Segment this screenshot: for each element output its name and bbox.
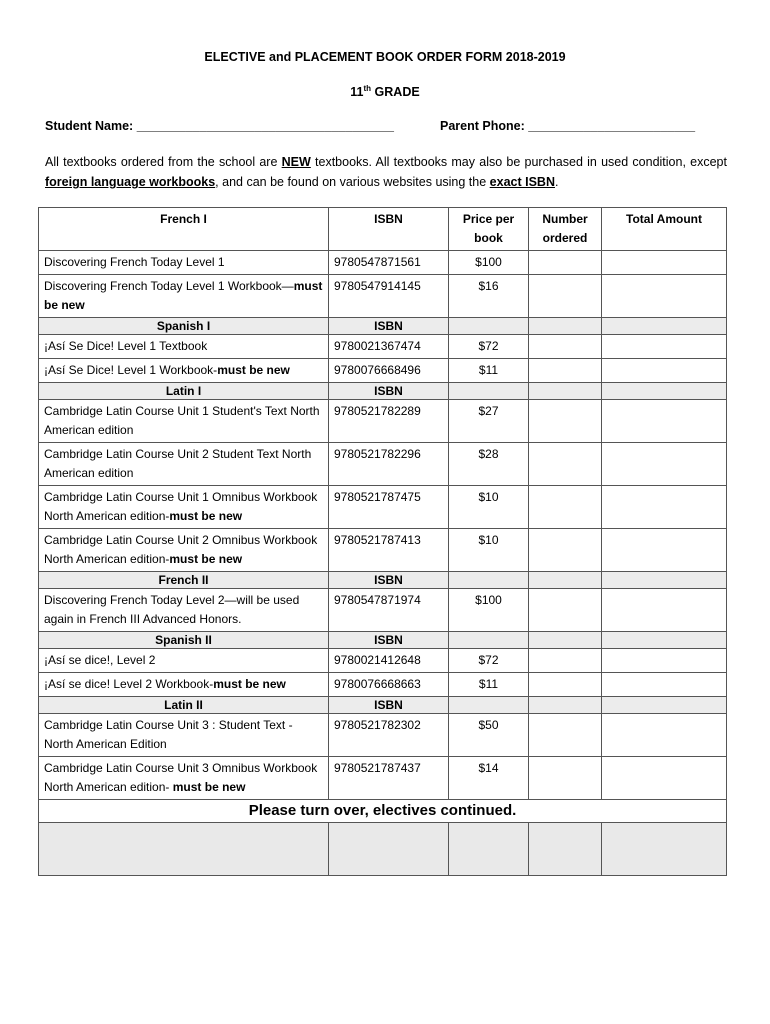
number-ordered-cell[interactable] bbox=[529, 673, 602, 697]
form-title: ELECTIVE and PLACEMENT BOOK ORDER FORM 2018-2019 bbox=[204, 50, 566, 64]
book-isbn: 9780521782302 bbox=[329, 714, 449, 757]
book-title-text: ¡Así se dice!, Level 2 bbox=[44, 653, 156, 667]
book-price: $100 bbox=[449, 589, 529, 632]
book-title-text: ¡Así se dice! Level 2 Workbook- bbox=[44, 677, 214, 691]
student-name-label: Student Name: bbox=[45, 119, 134, 133]
book-isbn: 9780547871974 bbox=[329, 589, 449, 632]
section-title: Latin II bbox=[39, 697, 329, 714]
must-be-new-note: must be new bbox=[169, 509, 243, 523]
grade-heading: 11th GRADE bbox=[350, 84, 420, 100]
book-title bbox=[39, 400, 329, 443]
turn-over-note: Please turn over, electives continued. bbox=[39, 800, 727, 823]
book-price: $27 bbox=[449, 400, 529, 443]
section-blank-cell bbox=[529, 632, 602, 649]
blank-row bbox=[39, 823, 727, 876]
total-amount-cell[interactable] bbox=[602, 649, 727, 673]
section-header-row bbox=[39, 632, 727, 649]
total-amount-cell[interactable] bbox=[602, 400, 727, 443]
book-isbn: 9780021412648 bbox=[329, 649, 449, 673]
book-row bbox=[39, 649, 727, 673]
number-ordered-cell[interactable] bbox=[529, 757, 602, 800]
book-isbn: 9780521782296 bbox=[329, 443, 449, 486]
section-blank-cell bbox=[449, 632, 529, 649]
book-title-text: ¡Así Se Dice! Level 1 Workbook- bbox=[44, 363, 218, 377]
book-order-table bbox=[38, 207, 727, 876]
book-title bbox=[39, 714, 329, 757]
student-name-field[interactable]: _____________________________________ bbox=[136, 119, 394, 133]
must-be-new-note: must be new bbox=[169, 552, 243, 566]
book-isbn: 9780076668663 bbox=[329, 673, 449, 697]
book-title bbox=[39, 486, 329, 529]
table-header-row bbox=[39, 208, 727, 251]
parent-phone-label: Parent Phone: bbox=[440, 119, 525, 133]
book-row bbox=[39, 275, 727, 318]
book-isbn: 9780521787413 bbox=[329, 529, 449, 572]
book-row bbox=[39, 400, 727, 443]
col-header-total: Total Amount bbox=[602, 208, 727, 251]
book-price: $11 bbox=[449, 359, 529, 383]
book-title bbox=[39, 251, 329, 275]
section-isbn-label: ISBN bbox=[329, 318, 449, 335]
name-phone-line bbox=[45, 119, 727, 133]
book-title-text: Cambridge Latin Course Unit 2 Student Text North American edition bbox=[44, 447, 312, 480]
col-header-number: Number ordered bbox=[529, 208, 602, 251]
section-isbn-label: ISBN bbox=[329, 697, 449, 714]
must-be-new-note: must be new bbox=[172, 780, 246, 794]
blank-cell[interactable] bbox=[449, 823, 529, 876]
total-amount-cell[interactable] bbox=[602, 486, 727, 529]
book-row bbox=[39, 757, 727, 800]
book-title-text: Discovering French Today Level 1 Workbook— bbox=[44, 279, 294, 293]
book-title-text: ¡Así Se Dice! Level 1 Textbook bbox=[44, 339, 208, 353]
must-be-new-note: must be new bbox=[217, 363, 290, 377]
book-isbn: 9780547871561 bbox=[329, 251, 449, 275]
section-header-row bbox=[39, 318, 727, 335]
book-title-text: Discovering French Today Level 2—will be used again in French III Advanced Honors. bbox=[44, 593, 300, 626]
book-title-text: Cambridge Latin Course Unit 3 Omnibus Workbook North American edition- bbox=[44, 761, 318, 794]
book-row bbox=[39, 673, 727, 697]
number-ordered-cell[interactable] bbox=[529, 443, 602, 486]
book-price: $28 bbox=[449, 443, 529, 486]
book-title bbox=[39, 529, 329, 572]
total-amount-cell[interactable] bbox=[602, 714, 727, 757]
book-price: $50 bbox=[449, 714, 529, 757]
section-title: French II bbox=[39, 572, 329, 589]
section-title: Latin I bbox=[39, 383, 329, 400]
number-ordered-cell[interactable] bbox=[529, 486, 602, 529]
book-title-text: Cambridge Latin Course Unit 1 Student's Text North American edition bbox=[44, 404, 320, 437]
col-header-price: Price per book bbox=[449, 208, 529, 251]
book-title bbox=[39, 335, 329, 359]
section-blank-cell bbox=[529, 383, 602, 400]
number-ordered-cell[interactable] bbox=[529, 251, 602, 275]
book-row bbox=[39, 335, 727, 359]
blank-cell[interactable] bbox=[602, 823, 727, 876]
book-price: $11 bbox=[449, 673, 529, 697]
number-ordered-cell[interactable] bbox=[529, 714, 602, 757]
section-header-row bbox=[39, 697, 727, 714]
book-price: $14 bbox=[449, 757, 529, 800]
intro-paragraph: All textbooks ordered from the school are NEW textbooks. All textbooks may also be purchased in used condition, except foreign language workbooks, and can be found on various websites using the exact ISBN. bbox=[45, 155, 727, 189]
total-amount-cell[interactable] bbox=[602, 673, 727, 697]
book-title bbox=[39, 443, 329, 486]
book-title-text: Cambridge Latin Course Unit 2 Omnibus Workbook North American edition- bbox=[44, 533, 318, 566]
section-isbn-label: ISBN bbox=[329, 383, 449, 400]
turn-over-row bbox=[39, 800, 727, 823]
book-row bbox=[39, 359, 727, 383]
number-ordered-cell[interactable] bbox=[529, 649, 602, 673]
book-price: $72 bbox=[449, 335, 529, 359]
section-isbn-label: ISBN bbox=[329, 632, 449, 649]
book-isbn: 9780547914145 bbox=[329, 275, 449, 318]
total-amount-cell[interactable] bbox=[602, 359, 727, 383]
must-be-new-note: must be new bbox=[213, 677, 286, 691]
section-blank-cell bbox=[602, 632, 727, 649]
section-isbn-label: ISBN bbox=[329, 572, 449, 589]
book-row bbox=[39, 714, 727, 757]
book-title bbox=[39, 649, 329, 673]
total-amount-cell[interactable] bbox=[602, 443, 727, 486]
book-title bbox=[39, 359, 329, 383]
section-title: Spanish II bbox=[39, 632, 329, 649]
book-isbn: 9780521787475 bbox=[329, 486, 449, 529]
book-row bbox=[39, 589, 727, 632]
section-blank-cell bbox=[529, 697, 602, 714]
book-title bbox=[39, 589, 329, 632]
book-title-text: Discovering French Today Level 1 bbox=[44, 255, 225, 269]
book-isbn: 9780021367474 bbox=[329, 335, 449, 359]
col-header-isbn: ISBN bbox=[329, 208, 449, 251]
total-amount-cell[interactable] bbox=[602, 589, 727, 632]
section-blank-cell bbox=[602, 383, 727, 400]
book-price: $72 bbox=[449, 649, 529, 673]
book-title-text: Cambridge Latin Course Unit 3 : Student Text - North American Edition bbox=[44, 718, 293, 751]
number-ordered-cell[interactable] bbox=[529, 529, 602, 572]
book-row bbox=[39, 486, 727, 529]
total-amount-cell[interactable] bbox=[602, 757, 727, 800]
book-price: $10 bbox=[449, 529, 529, 572]
book-title-text: Cambridge Latin Course Unit 1 Omnibus Workbook North American edition- bbox=[44, 490, 318, 523]
blank-cell[interactable] bbox=[39, 823, 329, 876]
number-ordered-cell[interactable] bbox=[529, 400, 602, 443]
section-blank-cell bbox=[449, 572, 529, 589]
total-amount-cell[interactable] bbox=[602, 529, 727, 572]
section-blank-cell bbox=[529, 572, 602, 589]
blank-cell[interactable] bbox=[329, 823, 449, 876]
section-blank-cell bbox=[449, 318, 529, 335]
number-ordered-cell[interactable] bbox=[529, 335, 602, 359]
section-header-row bbox=[39, 572, 727, 589]
parent-phone-field[interactable]: ________________________ bbox=[528, 119, 696, 133]
book-isbn: 9780521787437 bbox=[329, 757, 449, 800]
section-blank-cell bbox=[602, 572, 727, 589]
blank-cell[interactable] bbox=[529, 823, 602, 876]
book-row bbox=[39, 443, 727, 486]
book-row bbox=[39, 251, 727, 275]
section-blank-cell bbox=[449, 697, 529, 714]
book-title bbox=[39, 757, 329, 800]
book-isbn: 9780521782289 bbox=[329, 400, 449, 443]
total-amount-cell[interactable] bbox=[602, 335, 727, 359]
section-blank-cell bbox=[529, 318, 602, 335]
section-blank-cell bbox=[602, 697, 727, 714]
book-price: $100 bbox=[449, 251, 529, 275]
section-title: Spanish I bbox=[39, 318, 329, 335]
number-ordered-cell[interactable] bbox=[529, 275, 602, 318]
col-header-course: French I bbox=[39, 208, 329, 251]
book-price: $16 bbox=[449, 275, 529, 318]
section-blank-cell bbox=[602, 318, 727, 335]
number-ordered-cell[interactable] bbox=[529, 359, 602, 383]
section-header-row bbox=[39, 383, 727, 400]
total-amount-cell[interactable] bbox=[602, 251, 727, 275]
book-isbn: 9780076668496 bbox=[329, 359, 449, 383]
number-ordered-cell[interactable] bbox=[529, 589, 602, 632]
section-blank-cell bbox=[449, 383, 529, 400]
total-amount-cell[interactable] bbox=[602, 275, 727, 318]
book-title bbox=[39, 275, 329, 318]
book-row bbox=[39, 529, 727, 572]
book-title bbox=[39, 673, 329, 697]
must-be-new-note: must be new bbox=[44, 279, 323, 312]
book-price: $10 bbox=[449, 486, 529, 529]
